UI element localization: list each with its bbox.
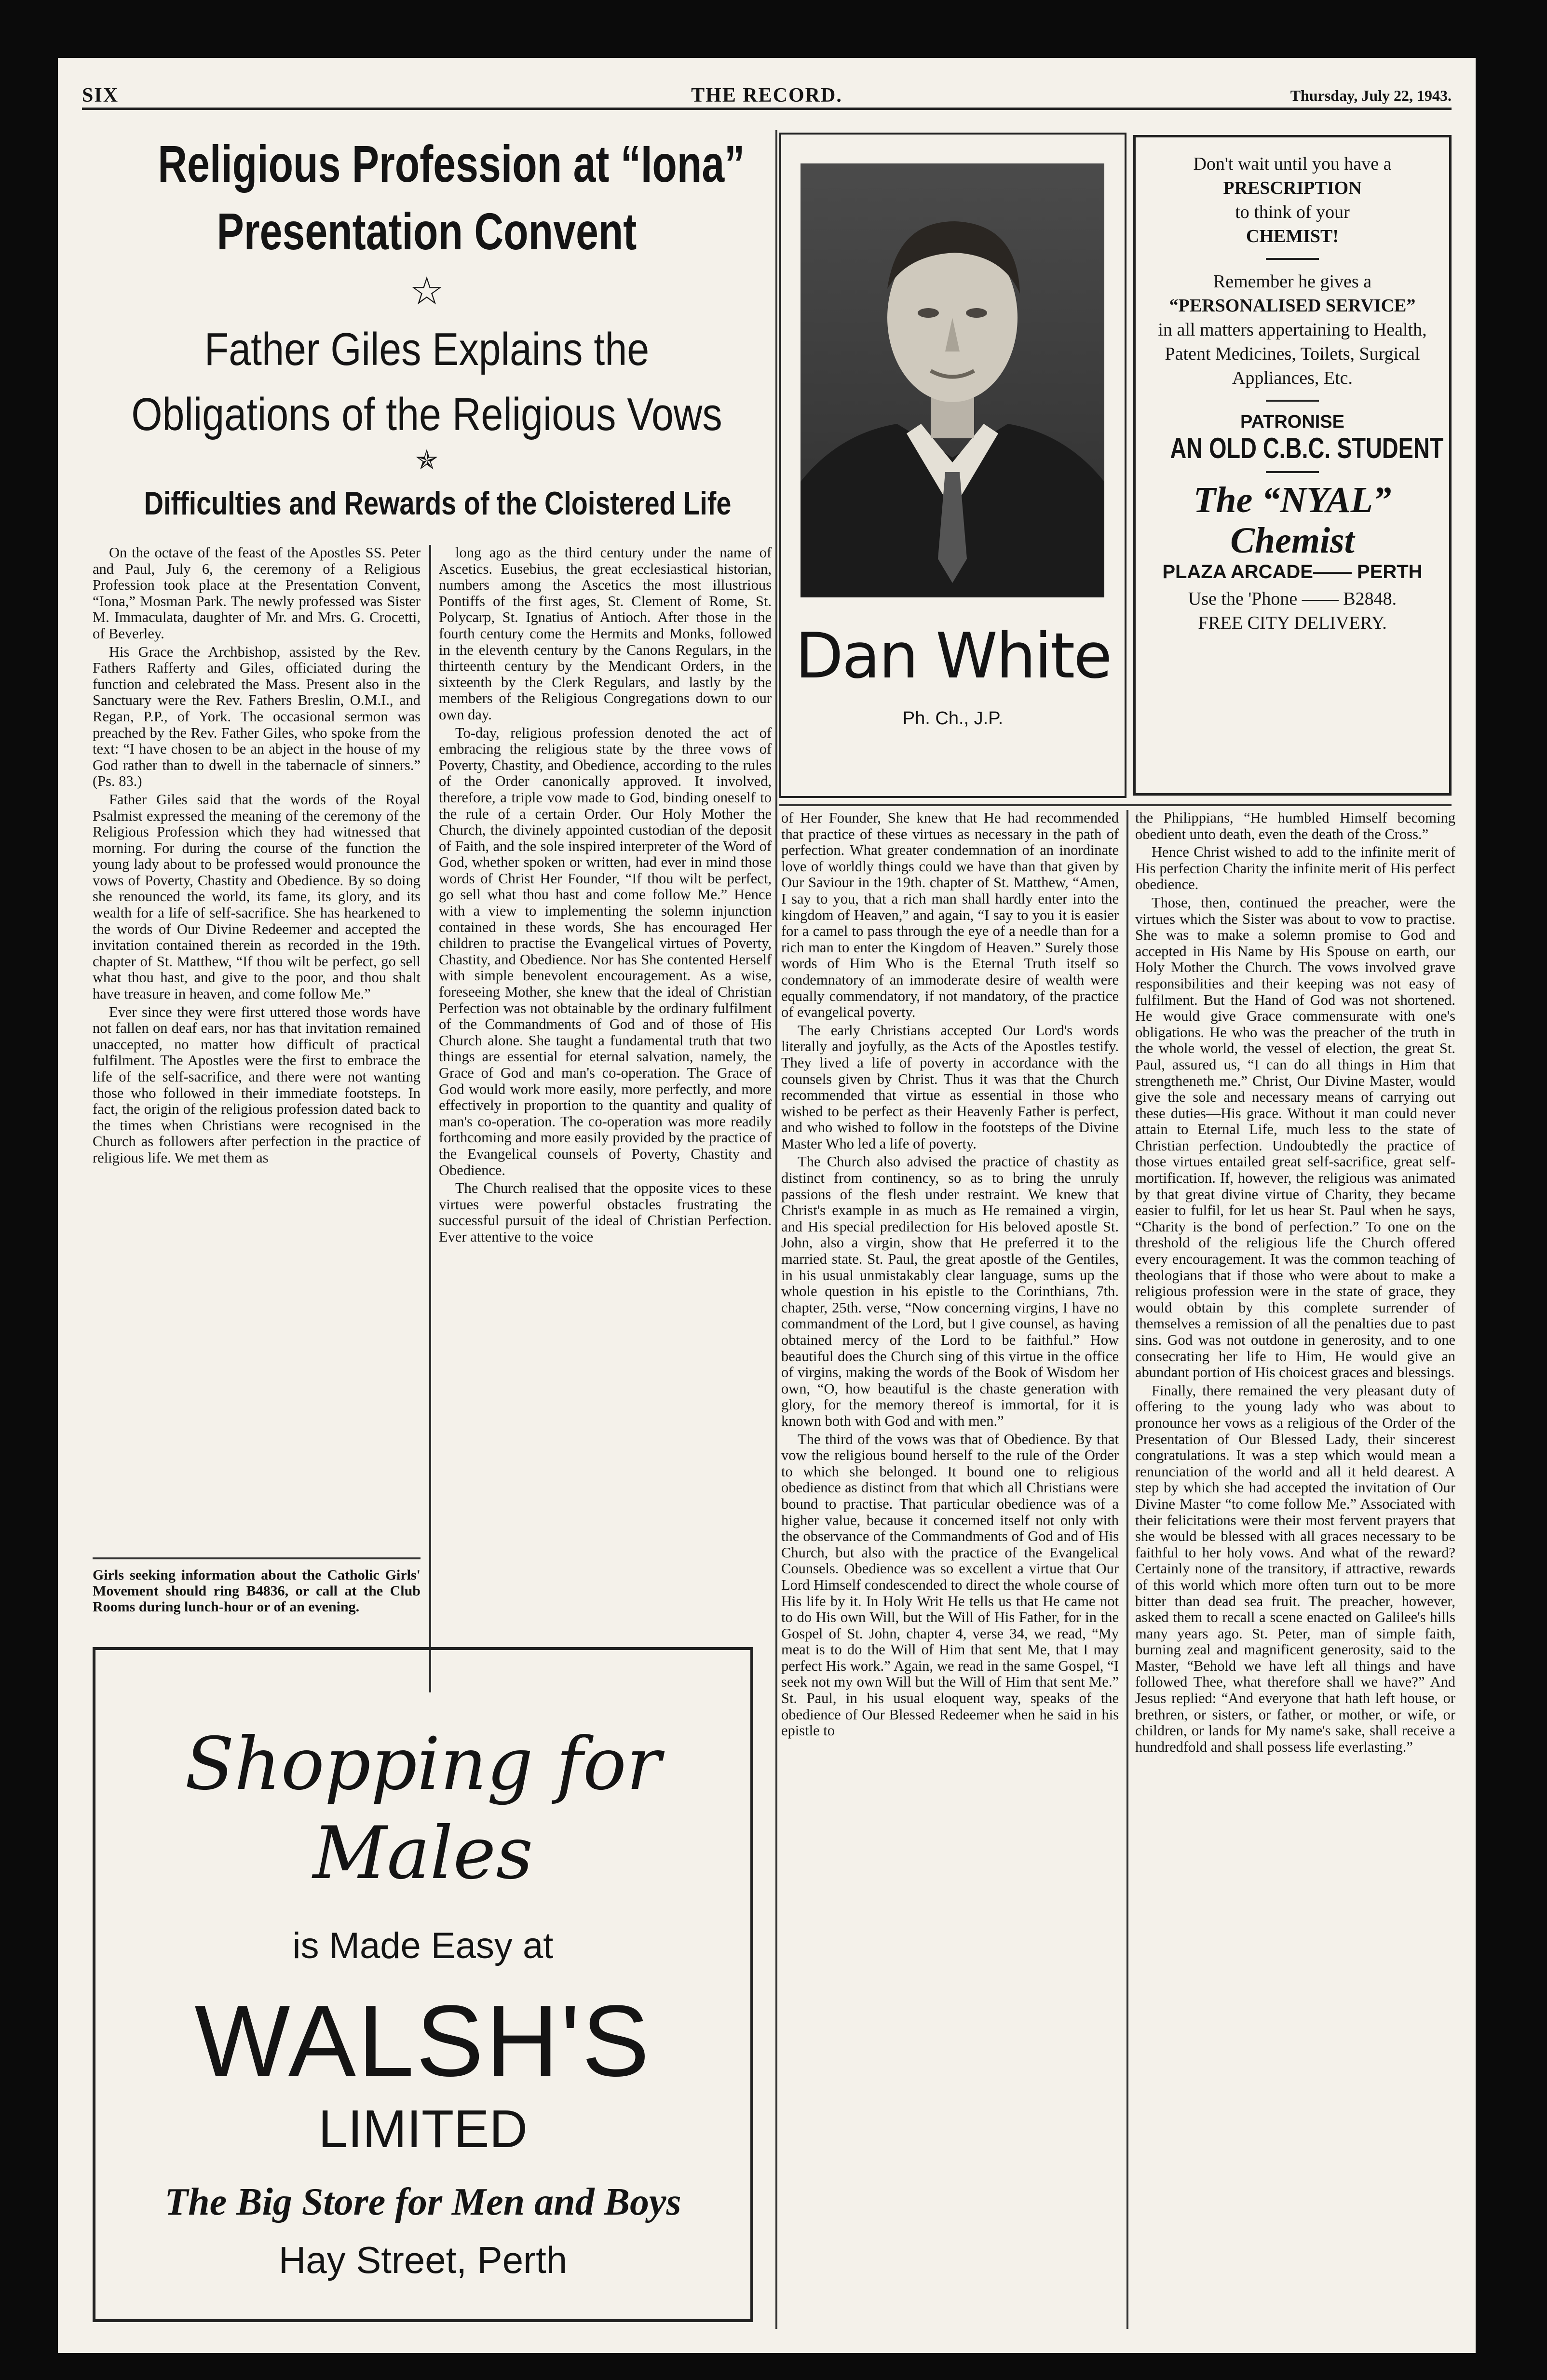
divider — [1266, 400, 1319, 402]
ad-limited: LIMITED — [318, 2099, 528, 2159]
ad-tagline: The Big Store for Men and Boys — [164, 2181, 681, 2223]
newspaper-name: THE RECORD. — [691, 84, 842, 107]
ad-text: in all matters appertaining to Health, Patent Medicines, Toilets, Surgical Appliances, Etc. — [1158, 320, 1427, 388]
outline-star-icon: ☆ — [409, 270, 444, 313]
page-number: SIX — [82, 84, 119, 107]
article-column-4 — [1135, 810, 1455, 2329]
paragraph: of Her Founder, She knew that He had recommended that practice of these virtues as necessary in the path of perfection. What greater condemnation of an inordinate love of worldly things could we have than that given by Our Saviour in the 19th. chapter of St. Matthew, “Amen, I say to you, that a rich man shall hardly enter into the kingdom of Heaven,” and again, “I say to you it is easier for a camel to pass through the eye of a needle than for a rich man to enter the Kingdom of Heaven.” Surely those words of Him Who is the Eternal Truth itself so condemnatory of an immoderate desire of wealth were equally commendatory, if not mandatory, of the practice of evangelical poverty. — [781, 810, 1119, 1021]
paragraph: the Philippians, “He humbled Himself becoming obedient unto death, even the death of the Cross.” — [1135, 810, 1455, 842]
article-column-3 — [781, 810, 1119, 2329]
article-column-1 — [93, 545, 421, 1625]
ad-phone: Use the 'Phone —— B2848. — [1188, 589, 1397, 609]
paragraph: Finally, there remained the very pleasant duty of offering to the young lady who was about to pronounce her vows as a religious of the Order of the Presentation of Our Blessed Lady, their sincerest congratulations. It was a step which would mean a renunciation of the world and all it held dearest. A step by which she had accepted the invitation of Our Divine Master “to come follow Me.” Associated with their felicitations were their most fervent prayers that she would be blessed with all graces necessary to be faithful to her holy vows. And what of the reward? Certainly none of the transitory, if attractive, rewards of this world which more often turn out to be more bitter than dead sea fruit. The preacher, however, asked them to recall a scene enacted on Galilee's hills many years ago. St. Peter, man of simple faith, burning zeal and magnificent generosity, said to the Master, “Behold we have left all things and have followed Thee, what therefore shall we have?” And Jesus replied: “And everyone that hath left house, or brethren, or sisters, or father, or mother, or wife, or children, or lands for My name's sake, shall receive a hundredfold and shall possess life everlasting.” — [1135, 1382, 1455, 1755]
column-rule — [1126, 810, 1128, 2329]
ad-text: “PERSONALISED SERVICE” — [1169, 296, 1416, 316]
ad-text: CHEMIST! — [1246, 226, 1339, 246]
paragraph: Ever since they were first uttered those words have not fallen on deaf ears, nor has that invitation remained unaccepted, no matter how difficult of practical fulfilment. The Apostles were the first to embrace the life of the self-sacrifice, and there were not wanting those who followed in their immediate footsteps. In fact, the origin of the religious profession dated back to the times when Christians were recognised in the Church as followers after perfection in the practice of religious life. We met them as — [93, 1003, 421, 1166]
chemist-name: Dan White — [795, 619, 1111, 692]
ad-plaza-arcade: PLAZA ARCADE—— PERTH — [1162, 561, 1423, 582]
page-header — [82, 81, 1452, 110]
dan-white-advertisement — [779, 133, 1126, 798]
nyal-chemist-advertisement — [1133, 135, 1452, 796]
ad-old-student: AN OLD C.B.C. STUDENT — [1170, 432, 1444, 464]
notice-rule — [93, 1557, 421, 1559]
paragraph: Those, then, continued the preacher, were the virtues which the Sister was about to vow to practise. She was to make a solemn promise to God and accepted in His Name by His Spouse on earth, our Holy Mother the Church. The vows involved grave responsibilities and their keeping was not easy of fulfilment. But the Hand of God was not shortened. He would give Grace commensurate with one's obligations. He who was the preacher of the truth in the whole world, the vessel of election, the great St. Paul, assured us, “I can do all things in Him that strengtheneth me.” Christ, Our Divine Master, would give the sole and necessary means of carrying out these duties—His grace. Without it man could never attain to Eternal Life, much less to the state of Christian perfection. Undoubtedly the practice of those virtues entailed great self-sacrifice, great self-mortification. If, however, the religious was animated by that great divine virtue of Charity, they became easier to fulfil, for let us hear St. Paul when he says, “Charity is the bond of perfection.” To one on the threshold of the religious life the Church offered every encouragement. It was the common teaching of theologians that if those who were about to make a religious profession were in the state of grace, they would obtain by this complete surrender of themselves a remission of all the penalties due to past sins. God was not outdone in generosity, and to one consecrating her life to Him, He would give an abundant portion of His choicest graces and blessings. — [1135, 894, 1455, 1381]
paragraph: The Church also advised the practice of chastity as distinct from continency, so as to bring the unruly passions of the flesh under restraint. We knew that Christ's example in as much as He remained a virgin, and His special predilection for His beloved apostle St. John, also a virgin, show that He preferred it to the married state. St. Paul, the great apostle of the Gentiles, in his usual unmistakably clear language, sums up the whole question in his epistle to the Corinthians, 7th. chapter, 25th. verse, “Now concerning virgins, I have no commandment of the Lord, but I give counsel, as having obtained mercy of the Lord to be faithful.” How beautiful does the Church sing of this virtue in the office of virgins, making the words of the Book of Wisdom her own, “O, how beautiful is the chaste generation with glory, for the memory thereof is immortal, for it is known both with God and with men.” — [781, 1153, 1119, 1429]
ad-nyal-chemist: The “NYAL” Chemist — [1193, 480, 1392, 561]
ad-brand-name: WALSH'S — [194, 1984, 651, 2097]
paragraph: To-day, religious profession denoted the act of embracing the religious state by the three vows of Poverty, Chastity, and Obedience, according to the rules of the Order canonically approved. It involved, therefore, a triple vow made to God, binding oneself to the rule of a certain Order. Our Holy Mother the Church, the divinely appointed custodian of the deposit of Faith, and the sole inspired interpreter of the Word of God, whether spoken or written, had ever in mind those words of Christ Her Founder, “If thou wilt be perfect, go sell what thou hast and come follow Me.” Hence with a view to implementing the solemn injunction contained in these words, She has encouraged Her children to practise the Evangelical virtues of Poverty, Chastity, and Obedience. Nor has She contented Herself with simple benevolent encouragement. As a wise, foreseeing Mother, she knew that the ideal of Christian Perfection was not obtainable by the ordinary fulfilment of the Commandments of God and of those of His Church alone. She taught a fundamental truth that two things are essential for eternal salvation, namely, the Grace of God and man's co-operation. The Grace of God would work more easily, more perfectly, and more effectively in proportion to the quantity and quality of man's co-operation. The co-operation was more readily forthcoming and more easily provided by the practice of the Evangelical counsels of Poverty, Chastity and Obedience. — [439, 724, 772, 1178]
star-icon: ✯ — [415, 446, 438, 475]
divider — [1266, 471, 1319, 473]
divider — [1266, 258, 1319, 260]
ad-delivery: FREE CITY DELIVERY. — [1198, 613, 1387, 633]
ad-patronise: PATRONISE — [1240, 412, 1345, 432]
article-column-2 — [439, 545, 772, 1692]
ad-text: to think of your — [1235, 202, 1350, 222]
paragraph: Father Giles said that the words of the Royal Psalmist expressed the meaning of the ceremony of the Religious Profession which they had witnessed that morning. For during the course of the function the young lady about to be professed would pronounce the vows of Poverty, Chastity and Obedience. By so doing she renounced the world, its fame, its glory, and its wealth for a life of self-sacrifice. She has hearkened to the words of Our Divine Redeemer and accepted the invitation contained therein as recorded in the 19th. chapter of St. Matthew, “If thou wilt be perfect, go sell what thou hast, and give to the poor, and thou shalt have treasure in heaven, and come follow Me.” — [93, 791, 421, 1002]
ad-address: Hay Street, Perth — [278, 2239, 568, 2281]
column-rule — [429, 545, 431, 1692]
ad-text: PRESCRIPTION — [1223, 178, 1362, 198]
article-deck: Difficulties and Rewards of the Cloistered Life — [144, 485, 732, 522]
paragraph: His Grace the Archbishop, assisted by the Rev. Fathers Rafferty and Giles, officiated during the function and celebrated the Mass. Present also in the Sanctuary were the Rev. Fathers Breslin, O.M.I., and Regan, P.P., of York. The occasional sermon was preached by the Rev. Father Giles, who spoke from the text: “I have chosen to be an abject in the house of my God rather than to dwell in the tabernacle of sinners.” (Ps. 83.) — [93, 643, 421, 790]
portrait-illustration — [801, 163, 1104, 597]
issue-date: Thursday, July 22, 1943. — [1290, 87, 1452, 104]
subheadline-line-2: Obligations of the Religious Vows — [131, 389, 722, 440]
headline-line-1: Religious Profession at “Iona” — [158, 135, 745, 193]
newspaper-page — [58, 58, 1476, 2353]
ad-text: Remember he gives a — [1213, 271, 1372, 292]
paragraph: The early Christians accepted Our Lord's words literally and joyfully, as the Acts of the Apostles testify. They lived a life of poverty in accordance with the counsels given by Christ. Thus it was that the Church recommended that virtue as essential in those who wished to be perfect as their Heavenly Father is perfect, and who wished to follow in the footsteps of the Divine Master Who led a life of poverty. — [781, 1022, 1119, 1152]
paragraph: long ago as the third century under the name of Ascetics. Eusebius, the great ecclesiastical historian, numbers among the Ascetics the most illustrious Pontiffs of the first ages, St. Clement of Rome, St. Polycarp, St. Ignatius of Antioch. After those in the fourth century come the Hermits and Monks, followed in the eleventh century by the Canons Regulars, in the thirteenth century by the Mendicant Orders, in the sixteenth by the Clerk Regulars, and lastly by the members of the Religious Congregations down to our own day. — [439, 545, 772, 723]
chemist-qualifications: Ph. Ch., J.P. — [902, 708, 1004, 729]
ad-line-shopping: Shopping for — [185, 1722, 661, 1806]
subheadline-line-1: Father Giles Explains the — [204, 324, 650, 375]
paragraph: On the octave of the feast of the Apostles SS. Peter and Paul, July 6, the ceremony of a Religious Profession took place at the Presentation Convent, “Iona,” Mosman Park. The newly professed was Sister M. Immaculata, daughter of Mr. and Mrs. G. Crocetti, of Beverley. — [93, 545, 421, 642]
ad-line-males: Males — [312, 1812, 533, 1895]
ads-bottom-rule — [779, 804, 1452, 806]
portrait-photo — [801, 163, 1104, 597]
column-rule — [775, 130, 777, 2329]
ad-line-made-easy: is Made Easy at — [292, 1925, 554, 1966]
paragraph: The third of the vows was that of Obedience. By that vow the religious bound herself to the rule of the Order to which she belonged. It bound one to religious obedience as distinct from that which all Christians were bound to practise. That particular obedience was of a higher value, because it concerned itself not only with the observance of the Commandments of God and of His Church, but also with the practice of the Evangelical Counsels. Obedience was so excellent a virtue that Our Lord Himself condescended to direct the whole course of His life by it. In Holy Writ He tells us that He came not to do His own Will, but the Will of His Father, for in the Gospel of St. John, chapter 4, verse 34, we read, “My meat is to do the Will of Him that sent Me, that I may perfect His work.” Again, we read in the same Gospel, “I seek not my own Will but the Will of Him that sent Me.” St. Paul, in his usual eloquent way, speaks of the obedience of Our Blessed Redeemer when he said in his epistle to — [781, 1431, 1119, 1739]
headline-line-2: Presentation Convent — [217, 202, 637, 260]
paragraph: The Church realised that the opposite vices to these virtues were powerful obstacles frustrating the successful pursuit of the ideal of Christian Perfection. Ever attentive to the voice — [439, 1180, 772, 1245]
walsh-advertisement — [93, 1647, 753, 2322]
girls-movement-notice: Girls seeking information about the Catholic Girls' Movement should ring B4836, or call at the Club Rooms during lunch-hour or of an evening. — [93, 1567, 421, 1615]
paragraph: Hence Christ wished to add to the infinite merit of His perfection Charity the infinite merit of His perfect obedience. — [1135, 844, 1455, 893]
ad-text: Don't wait until you have a — [1193, 154, 1392, 174]
